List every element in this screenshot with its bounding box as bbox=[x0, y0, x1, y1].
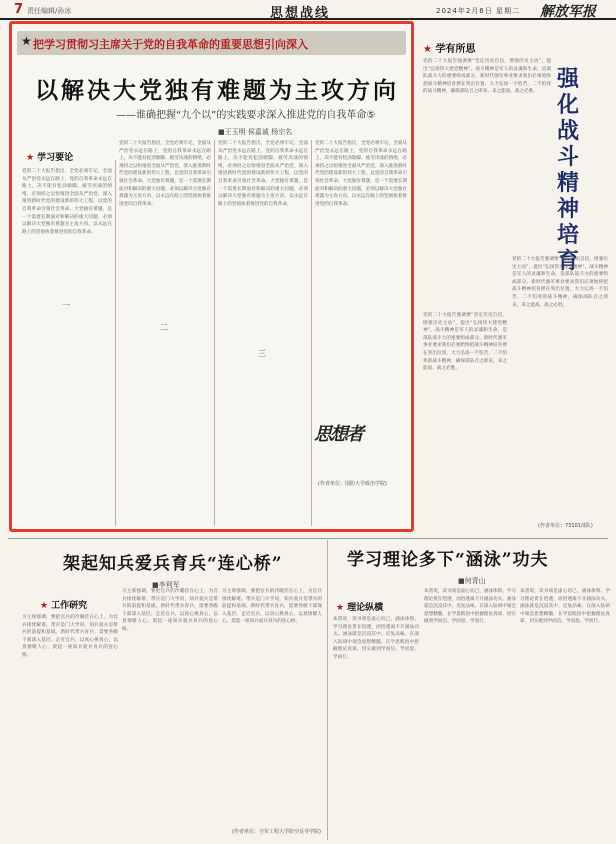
star-icon: ★ bbox=[26, 153, 35, 163]
right-headline-vertical: 强化战斗精神培育 bbox=[557, 66, 580, 274]
article-column-1: 党的二十大报告指出，全党必须牢记，全面从严治党永远在路上，党的自我革命永远在路上，决不能有松劲歇脚、疲劳厌战的情绪，必须持之以恒推进全面从严治党，深入推进新时代党的建设新的伟大工程，以党的自我革命引领社会革命。大党独有难题，是一个需要长期面对和解决的重大问题，必须以解决大党独有难题为主攻方向，以永远在路上的坚韧执着推进党的自我革命。 bbox=[22, 169, 112, 235]
calligraphy-seal: 思想者 bbox=[314, 424, 362, 445]
bottom-right-column-2: 朱熹说，读书须是虚心切己，涵泳体察。学习理论贵在悟透，而悟透离不开涵泳功夫。涵泳就是沉浸其中、反复品味，在深入钻研中领会思想精髓，在学思践悟中把握理论真谛，切实做到学而信、学而思、学而行。 bbox=[424, 589, 516, 625]
column-divider bbox=[311, 140, 312, 526]
section-heading-thoughts: ★ 学有所思 bbox=[423, 44, 476, 55]
section-numeral-3: 三 bbox=[258, 349, 266, 358]
bottom-left-byline: ■李利军 bbox=[152, 581, 180, 589]
right-credit: (作者单位：73101部队) bbox=[538, 523, 593, 529]
bottom-right-column-1: 朱熹说，读书须是虚心切己，涵泳体察。学习理论贵在悟透，而悟透离不开涵泳功夫。涵泳就是沉浸其中、反复品味，在深入钻研中领会思想精髓，在学思践悟中把握理论真谛，切实做到学而信、学而思、学而行。 bbox=[333, 617, 419, 660]
bottom-left-credit: (作者单位：空军工程大学防空反导学院) bbox=[232, 829, 321, 835]
bottom-left-headline: 架起知兵爱兵育兵“连心桥” bbox=[63, 554, 283, 574]
bottom-left-column-3: 习主席强调，要把官兵的冷暖挂在心上，为官兵排忧解难。带兵是门大学问，知兵爱兵是带兵的前提和基础。新时代带兵育兵，需要各级干部深入基层、走近官兵，以真心换真心，以真情暖人心，架起一座知兵爱兵育兵的连心桥。 bbox=[222, 589, 322, 625]
star-icon: ★ bbox=[336, 603, 345, 613]
column-divider bbox=[214, 140, 215, 526]
section-numeral-1: 一 bbox=[62, 301, 70, 310]
right-article-column-3: 党的二十大报告强调要“坚定历史自信，增强历史主动”，提出“弘扬伟大建党精神”。战斗精神是军人的灵魂和生命，是部队战斗力的重要组成部分。新时代强军事业要求我们必须始终把战斗精神培育摆在突出位置，大力弘扬一不怕苦、二不怕死的战斗精神，确保部队召之即来、来之能战、战之必胜。 bbox=[512, 257, 608, 308]
star-icon: ★ bbox=[21, 34, 32, 48]
masthead bbox=[0, 0, 616, 20]
bottom-left-column-1: 习主席强调，要把官兵的冷暖挂在心上，为官兵排忧解难。带兵是门大学问，知兵爱兵是带兵的前提和基础。新时代带兵育兵，需要各级干部深入基层、走近官兵，以真心换真心，以真情暖人心，架起一座知兵爱兵育兵的连心桥。 bbox=[22, 615, 118, 658]
article-column-2: 党的二十大报告指出，全党必须牢记，全面从严治党永远在路上，党的自我革命永远在路上，决不能有松劲歇脚、疲劳厌战的情绪，必须持之以恒推进全面从严治党，深入推进新时代党的建设新的伟大工程，以党的自我革命引领社会革命。大党独有难题，是一个需要长期面对和解决的重大问题，必须以解决大党独有难题为主攻方向，以永远在路上的坚韧执着推进党的自我革命。 bbox=[119, 141, 211, 207]
bottom-right-column-3: 朱熹说，读书须是虚心切己，涵泳体察。学习理论贵在悟透，而悟透离不开涵泳功夫。涵泳就是沉浸其中、反复品味，在深入钻研中领会思想精髓，在学思践悟中把握理论真谛，切实做到学而信、学而思、学而行。 bbox=[520, 589, 610, 625]
section-divider bbox=[8, 538, 608, 539]
article-column-3: 党的二十大报告指出，全党必须牢记，全面从严治党永远在路上，党的自我革命永远在路上，决不能有松劲歇脚、疲劳厌战的情绪，必须持之以恒推进全面从严治党，深入推进新时代党的建设新的伟大工程，以党的自我革命引领社会革命。大党独有难题，是一个需要长期面对和解决的重大问题，必须以解决大党独有难题为主攻方向，以永远在路上的坚韧执着推进党的自我革命。 bbox=[218, 141, 308, 207]
column-divider bbox=[327, 540, 328, 840]
right-article-column-1: 党的二十大报告强调要“坚定历史自信，增强历史主动”，提出“弘扬伟大建党精神”。战斗精神是军人的灵魂和生命，是部队战斗力的重要组成部分。新时代强军事业要求我们必须始终把战斗精神培育摆在突出位置，大力弘扬一不怕苦、二不怕死的战斗精神，确保部队召之即来、来之能战、战之必胜。 bbox=[423, 59, 551, 95]
main-headline: 以解决大党独有难题为主攻方向 bbox=[35, 77, 399, 104]
banner-text: 把学习贯彻习主席关于党的自我革命的重要思想引向深入 bbox=[33, 38, 308, 51]
star-icon: ★ bbox=[40, 601, 49, 611]
issue-date: 2024年2月6日 星期二 bbox=[436, 7, 520, 15]
topic-banner bbox=[17, 31, 406, 55]
bottom-left-column-2: 习主席强调，要把官兵的冷暖挂在心上，为官兵排忧解难。带兵是门大学问，知兵爱兵是带兵的前提和基础。新时代带兵育兵，需要各级干部深入基层、走近官兵，以真心换真心，以真情暖人心，架起一座知兵爱兵育兵的连心桥。 bbox=[122, 589, 218, 632]
main-subhead: ——谁确把握“九个以”的实践要求深入推进党的自我革命⑤ bbox=[116, 110, 376, 121]
section-heading-theory: ★ 理论纵横 bbox=[336, 603, 384, 613]
section-heading-study: ★ 学习要论 bbox=[26, 153, 74, 163]
bottom-right-byline: ■何青山 bbox=[458, 577, 486, 585]
bottom-right-headline: 学习理论多下“涵泳”功夫 bbox=[347, 550, 549, 570]
section-numeral-2: 二 bbox=[160, 323, 168, 332]
main-credit: (作者单位：国防大学政治学院) bbox=[318, 481, 387, 487]
section-title: 思想战线 bbox=[270, 6, 331, 21]
column-divider bbox=[115, 160, 116, 526]
star-icon: ★ bbox=[423, 44, 432, 55]
newspaper-logo: 解放军报 bbox=[540, 4, 596, 20]
page-number: 7 责任编辑/孙冰 bbox=[14, 2, 72, 17]
page-editor: 责任编辑/孙冰 bbox=[27, 7, 72, 15]
article-column-4: 党的二十大报告指出，全党必须牢记，全面从严治党永远在路上，党的自我革命永远在路上，决不能有松劲歇脚、疲劳厌战的情绪，必须持之以恒推进全面从严治党，深入推进新时代党的建设新的伟大工程，以党的自我革命引领社会革命。大党独有难题，是一个需要长期面对和解决的重大问题，必须以解决大党独有难题为主攻方向，以永远在路上的坚韧执着推进党的自我革命。 bbox=[315, 141, 407, 207]
section-heading-work: ★ 工作研究 bbox=[40, 601, 88, 611]
right-article-column-2: 党的二十大报告强调要“坚定历史自信，增强历史主动”，提出“弘扬伟大建党精神”。战斗精神是军人的灵魂和生命，是部队战斗力的重要组成部分。新时代强军事业要求我们必须始终把战斗精神培育摆在突出位置，大力弘扬一不怕苦、二不怕死的战斗精神，确保部队召之即来、来之能战、战之必胜。 bbox=[423, 313, 507, 372]
main-byline: ■王玉明 侯嘉诚 杨宗名 bbox=[218, 128, 293, 136]
